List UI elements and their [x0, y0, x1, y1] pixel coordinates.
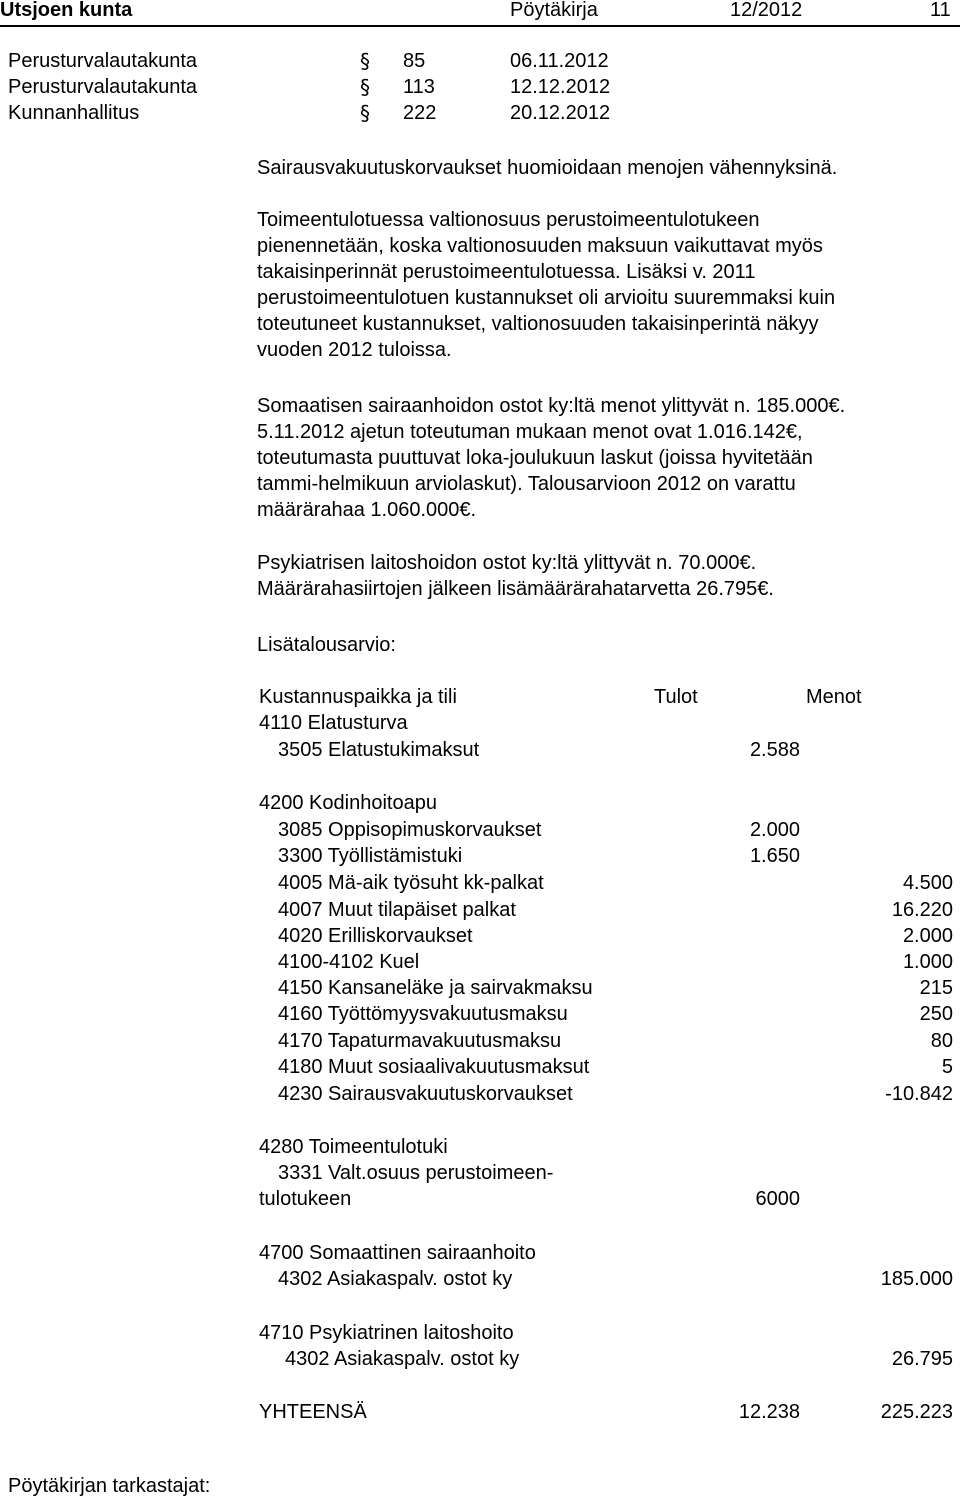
paragraph-line: Psykiatrisen laitoshoidon ostot ky:ltä ylittyvät n. 70.000€.	[257, 552, 757, 574]
paragraph-line: Toimeentulotuessa valtionosuus perustoimeentulotukeen	[257, 209, 760, 231]
table-row	[0, 1186, 960, 1212]
budget-row-label: 3300 Työllistämistuki	[278, 845, 463, 867]
meta-row	[0, 74, 960, 100]
budget-row-income: 6000	[755, 1188, 800, 1210]
section-symbol: §	[360, 101, 370, 125]
paragraph-line: tammi-helmikuun arviolaskut). Talousarvioon 2012 on varattu	[257, 473, 796, 495]
budget-row-label: 4200 Kodinhoitoapu	[259, 792, 437, 814]
meta-body: Kunnanhallitus	[8, 102, 140, 124]
table-row	[0, 817, 960, 843]
paragraph-line: takaisinperinnät perustoimeentulotuessa. Lisäksi v. 2011	[257, 261, 756, 283]
budget-row-expense: 225.223	[880, 1401, 953, 1423]
budget-row-income: 12.238	[738, 1401, 800, 1423]
table-row	[0, 1028, 960, 1054]
page-number: 11	[930, 0, 951, 21]
paragraph-line: vuoden 2012 tuloissa.	[257, 339, 452, 361]
paragraph-line: Sairausvakuutuskorvaukset huomioidaan menojen vähennyksinä.	[257, 157, 838, 179]
budget-row-label: 4710 Psykiatrinen laitoshoito	[259, 1322, 514, 1344]
paragraph-line: perustoimeentulotuen kustannukset oli arvioitu suuremmaksi kuin	[257, 287, 836, 309]
table-row	[0, 843, 960, 869]
budget-row-label: 4700 Somaattinen sairaanhoito	[259, 1242, 536, 1264]
paragraph-line: Somaatisen sairaanhoidon ostot ky:ltä menot ylittyvät n. 185.000€.	[257, 395, 846, 417]
table-row	[0, 975, 960, 1001]
table-row	[0, 1054, 960, 1080]
budget-row-expense: 1.000	[902, 951, 953, 973]
budget-row-label: 4180 Muut sosiaalivakuutusmaksut	[278, 1056, 590, 1078]
table-row	[0, 923, 960, 949]
document-header	[0, 0, 960, 24]
table-row	[0, 870, 960, 896]
budget-row-income: 1.650	[749, 845, 800, 867]
budget-row-expense: 185.000	[880, 1268, 953, 1290]
budget-row-expense: 215	[919, 977, 953, 999]
paragraph-line: Lisätalousarvio:	[257, 634, 396, 656]
meta-number: 113	[403, 76, 435, 98]
paragraph-line: toteutumasta puuttuvat loka-joulukuun laskut (joissa hyvitetään	[257, 447, 813, 469]
budget-row-income: 2.000	[749, 819, 800, 841]
paragraph-line: toteutuneet kustannukset, valtionosuuden takaisinperintä näkyy	[257, 313, 819, 335]
budget-row-label: 4020 Erilliskorvaukset	[278, 925, 473, 947]
paragraph-line: Määrärahasiirtojen jälkeen lisämäärärahatarvetta 26.795€.	[257, 578, 774, 600]
budget-row-label: 3085 Oppisopimuskorvaukset	[278, 819, 542, 841]
table-row	[0, 710, 960, 736]
budget-row-expense: 2.000	[902, 925, 953, 947]
meta-body: Perusturvalautakunta	[8, 50, 198, 72]
section-symbol: §	[360, 75, 370, 99]
budget-row-income: 2.588	[749, 739, 800, 761]
organization-name: Utsjoen kunta	[0, 0, 133, 21]
table-row	[0, 949, 960, 975]
paragraph-line: 5.11.2012 ajetun toteutuman mukaan menot ovat 1.016.142€,	[257, 421, 803, 443]
meta-row	[0, 100, 960, 126]
budget-row-label: 4110 Elatusturva	[259, 712, 408, 734]
table-row	[0, 1346, 960, 1372]
budget-header-row	[0, 684, 960, 710]
paragraph-line: määrärahaa 1.060.000€.	[257, 499, 477, 521]
budget-row-expense: 16.220	[891, 899, 953, 921]
meta-body: Perusturvalautakunta	[8, 76, 198, 98]
budget-row-label: 3331 Valt.osuus perustoimeen-	[278, 1162, 554, 1184]
table-row	[0, 737, 960, 763]
column-header-expense: Menot	[806, 686, 862, 708]
budget-row-label: 4150 Kansaneläke ja sairvakmaksu	[278, 977, 593, 999]
table-row	[0, 1320, 960, 1346]
paragraph-supplementary-budget-heading	[257, 632, 947, 658]
table-row	[0, 1134, 960, 1160]
budget-row-label: 4160 Työttömyysvakuutusmaksu	[278, 1003, 568, 1025]
column-header-income: Tulot	[654, 686, 698, 708]
budget-row-expense: 5	[941, 1056, 953, 1078]
paragraph-deductions	[257, 155, 947, 181]
budget-row-label: 4005 Mä-aik työsuht kk-palkat	[278, 872, 544, 894]
budget-row-expense: -10.842	[885, 1083, 953, 1105]
meta-date: 06.11.2012	[510, 50, 609, 72]
document-type: Pöytäkirja	[510, 0, 598, 21]
budget-row-expense: 4.500	[902, 872, 953, 894]
table-row	[0, 790, 960, 816]
budget-row-label: YHTEENSÄ	[259, 1401, 367, 1423]
budget-row-expense: 80	[930, 1030, 953, 1052]
meta-row	[0, 48, 960, 74]
table-row	[0, 1001, 960, 1027]
meta-number: 85	[403, 50, 426, 72]
table-row	[0, 1266, 960, 1292]
table-row	[0, 1160, 960, 1186]
budget-row-label: 4280 Toimeentulotuki	[259, 1136, 448, 1158]
meta-date: 12.12.2012	[510, 76, 611, 98]
column-header-account: Kustannuspaikka ja tili	[259, 686, 457, 708]
budget-row-expense: 26.795	[891, 1348, 953, 1370]
budget-row-expense: 250	[919, 1003, 953, 1025]
meta-date: 20.12.2012	[510, 102, 611, 124]
meta-number: 222	[403, 102, 437, 124]
table-row	[0, 1240, 960, 1266]
paragraph-psychiatric-care	[257, 550, 947, 602]
budget-row-label: 4230 Sairausvakuutuskorvaukset	[278, 1083, 573, 1105]
table-row	[0, 1399, 960, 1425]
header-divider	[0, 25, 960, 27]
paragraph-line: pienennetään, koska valtionosuuden maksuun vaikuttavat myös	[257, 235, 823, 257]
paragraph-income-support	[257, 207, 947, 363]
budget-row-label: 4302 Asiakaspalv. ostot ky	[278, 1268, 513, 1290]
budget-row-label: 4100-4102 Kuel	[278, 951, 420, 973]
budget-row-label: tulotukeen	[259, 1188, 352, 1210]
budget-row-label: 4302 Asiakaspalv. ostot ky	[285, 1348, 520, 1370]
budget-row-label: 4007 Muut tilapäiset palkat	[278, 899, 516, 921]
budget-row-label: 3505 Elatustukimaksut	[278, 739, 480, 761]
table-row	[0, 897, 960, 923]
minutes-inspectors-label: Pöytäkirjan tarkastajat:	[8, 1475, 211, 1497]
budget-row-label: 4170 Tapaturmavakuutusmaksu	[278, 1030, 562, 1052]
document-number: 12/2012	[730, 0, 803, 21]
paragraph-somatic-care	[257, 393, 947, 523]
table-row	[0, 1081, 960, 1107]
section-symbol: §	[360, 49, 370, 73]
